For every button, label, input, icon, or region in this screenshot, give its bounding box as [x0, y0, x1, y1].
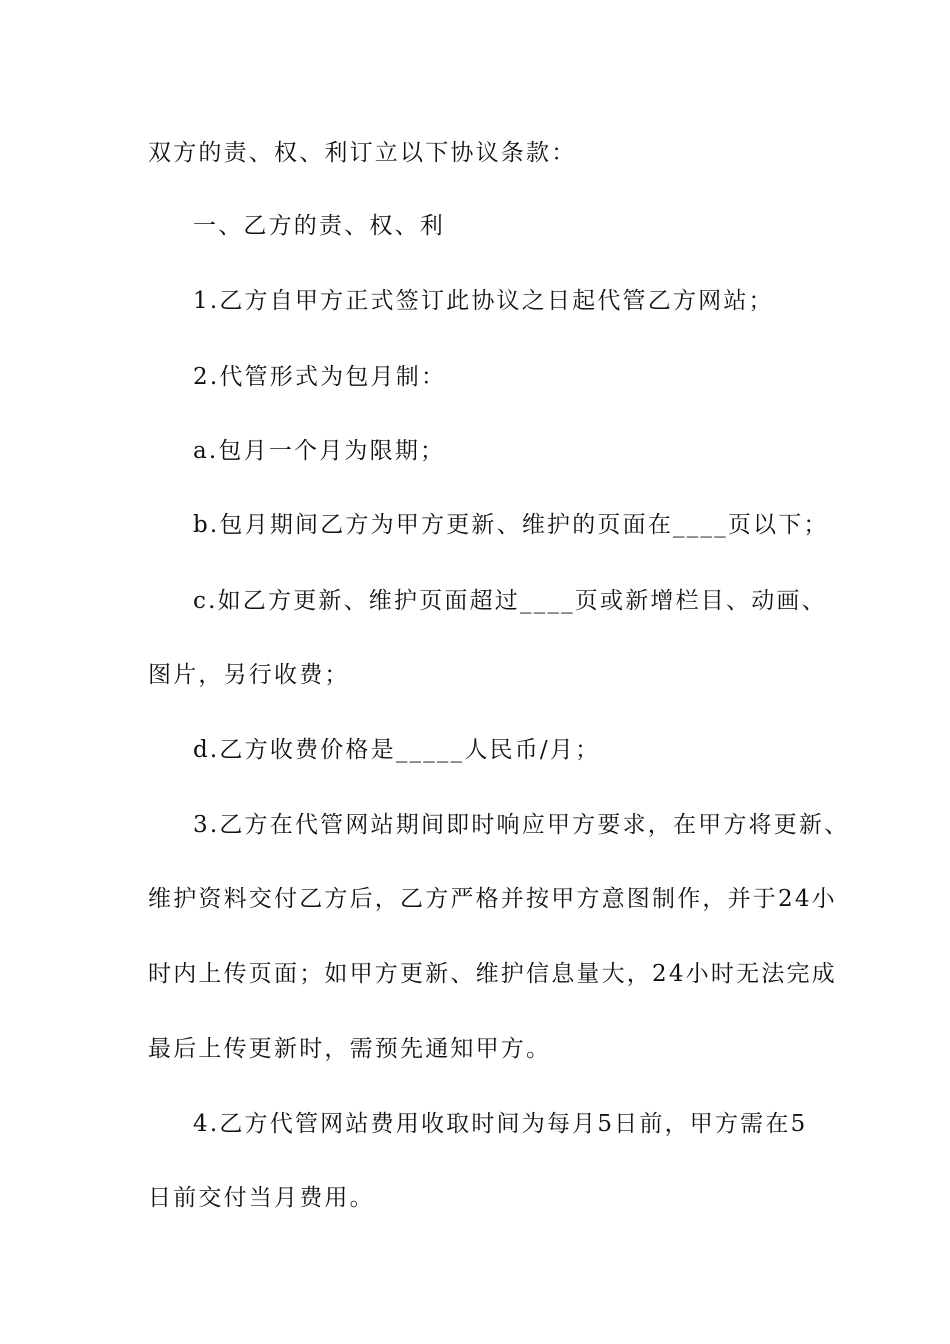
- clause-2b: b.包月期间乙方为甲方更新、维护的页面在____页以下；: [193, 512, 829, 538]
- clause-3-line1: 3.乙方在代管网站期间即时响应甲方要求，在甲方将更新、: [193, 812, 850, 838]
- paragraph-intro: 双方的责、权、利订立以下协议条款：: [148, 140, 577, 166]
- clause-2c-line2: 图片，另行收费；: [148, 662, 350, 688]
- clause-2c-line1: c.如乙方更新、维护页面超过____页或新增栏目、动画、: [193, 588, 827, 614]
- clause-4-line2: 日前交付当月费用。: [148, 1185, 375, 1211]
- clause-2: 2.代管形式为包月制：: [193, 364, 447, 390]
- clause-2a: a.包月一个月为限期；: [193, 438, 446, 464]
- clause-4-line1: 4.乙方代管网站费用收取时间为每月5日前，甲方需在5: [193, 1111, 808, 1137]
- clause-2d: d.乙方收费价格是_____人民币/月；: [193, 737, 601, 763]
- clause-3-line4: 最后上传更新时，需预先通知甲方。: [148, 1036, 552, 1062]
- clause-3-line3: 时内上传页面；如甲方更新、维护信息量大，24小时无法完成: [148, 961, 837, 987]
- section-heading-party-b: 一、乙方的责、权、利: [193, 213, 445, 239]
- clause-3-line2: 维护资料交付乙方后，乙方严格并按甲方意图制作，并于24小: [148, 886, 837, 912]
- clause-1: 1.乙方自甲方正式签订此协议之日起代管乙方网站；: [193, 288, 774, 314]
